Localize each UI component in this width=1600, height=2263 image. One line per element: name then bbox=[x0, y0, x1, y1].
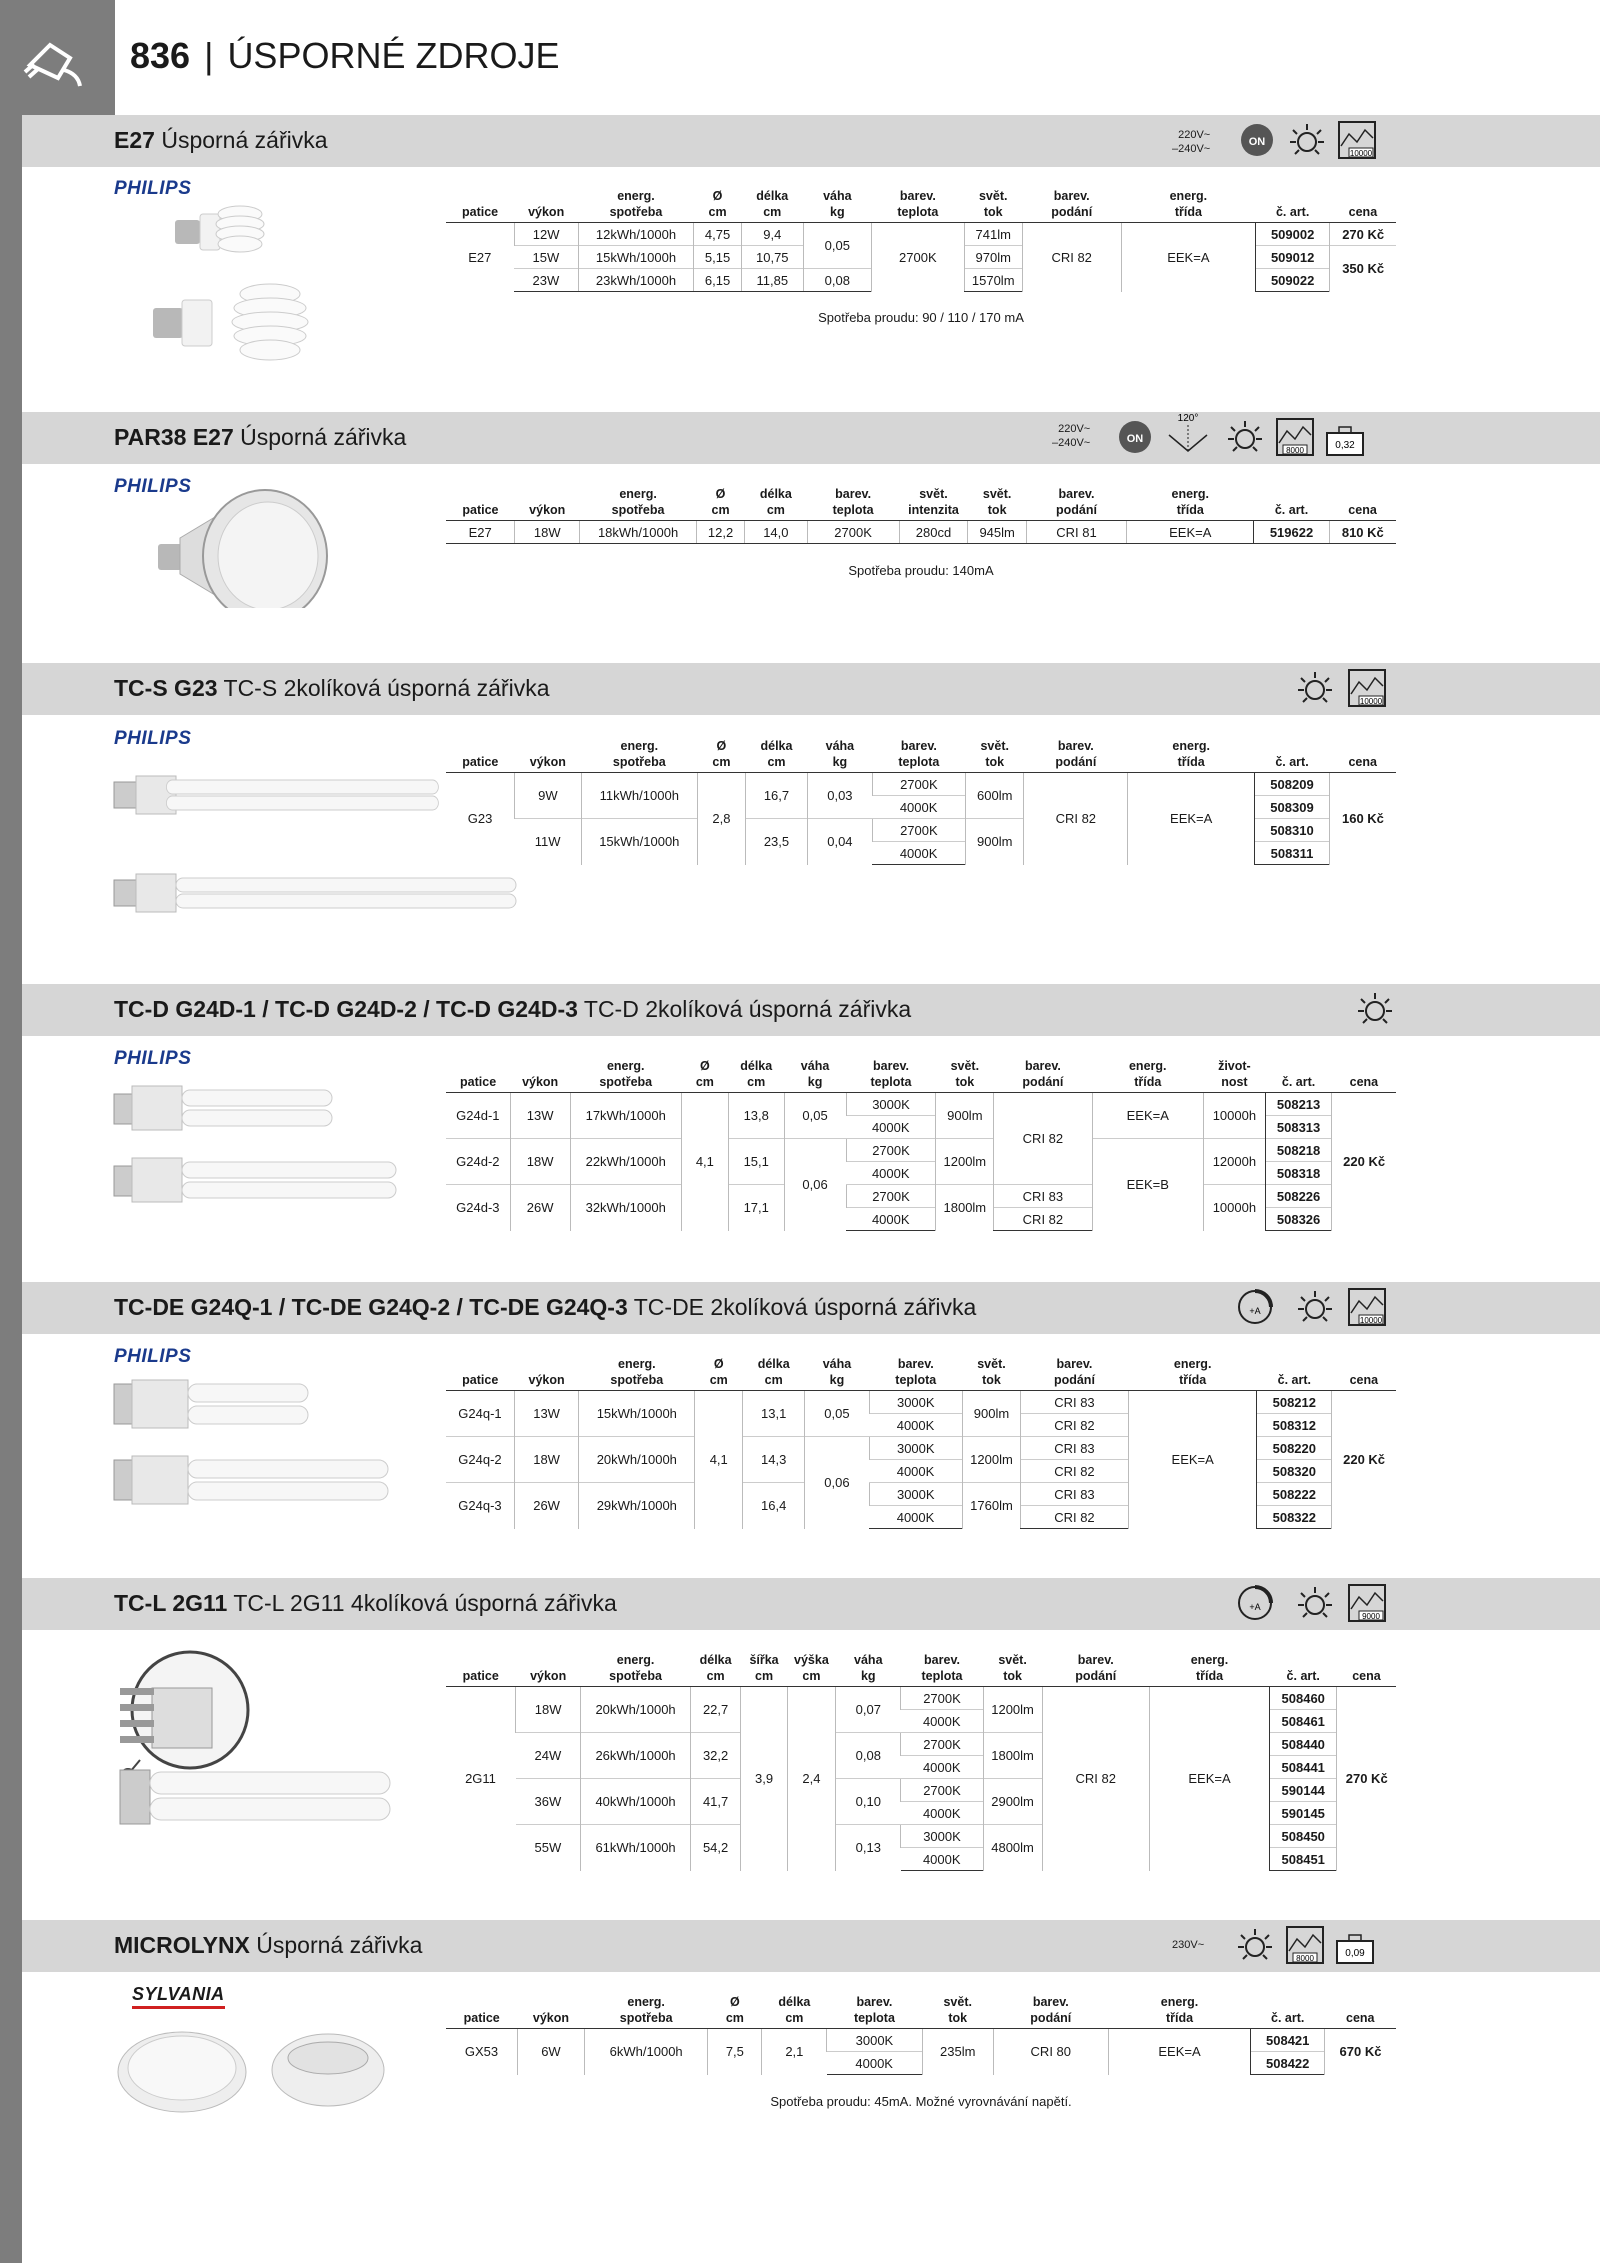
lifetime-hours-icon bbox=[1285, 1925, 1325, 1965]
header-separator: | bbox=[204, 35, 214, 76]
table-row: G24q-3 26W 29kWh/1000h 16,4 3000K 1760lm CRI 83 508222 bbox=[446, 1483, 1396, 1506]
section-bar-tcde bbox=[22, 1282, 1600, 1334]
spec-table-par38: patice výkon energ. spotřeba Ø cm délka cm barev. teplota svět. intenzita svět. tok barev. podání energ. třída č. art. cena E27 18W 18kWh/1000h 12,2 14,0 2700K 280cd 945lm CRI 81 EEK=A 519622 810 Kč bbox=[446, 486, 1396, 544]
svg-text:0,32: 0,32 bbox=[1335, 440, 1355, 451]
table-row: 55W 61kWh/1000h 54,2 0,13 3000K 4800lm 508450 bbox=[446, 1825, 1396, 1848]
instant-start-icon bbox=[1237, 120, 1277, 160]
section-bar-par38 bbox=[22, 412, 1600, 464]
spec-table-tcd: patice výkon energ. spotřeba Ø cm délka cm váha kg barev. teplota svět. tok barev. podání energ. třída život- nost č. art. cena G24d-1 13W 17kWh/1000h 4,1 13,8 0,05 3000K 900lm CRI 82 EEK=A 10000h 508213 220 Kč 4000K 508313 G24d-2 18W 22kWh/1000h 15,1 0,06 2700K 1200lm EEK=B 12000h 508218 4000K 508318 G24d-3 26W 32kWh/1000h 17,1 2700K 1800lm CRI 83 10000h 508226 4000K CRI 82 508326 bbox=[446, 1058, 1396, 1231]
brand-logo: PHILIPS bbox=[114, 476, 192, 497]
section-title: TC-S G23 TC-S 2kolíková úsporná zářivka bbox=[114, 675, 550, 701]
svg-text:+A: +A bbox=[1249, 1602, 1261, 1612]
table-row: 4000K 508422 bbox=[446, 2052, 1396, 2075]
table-row: E27 12W 12kWh/1000h 4,75 9,4 0,05 2700K 741lm CRI 82 EEK=A 509002 270 Kč bbox=[446, 223, 1396, 246]
feature-icons bbox=[1235, 1287, 1405, 1329]
weight-icon bbox=[1325, 417, 1365, 457]
section-title: E27 Úsporná zářivka bbox=[114, 127, 328, 153]
instant-start-icon bbox=[1115, 417, 1155, 457]
table-row: 4000K CRI 82 508320 bbox=[446, 1460, 1396, 1483]
section-title: TC-D G24D-1 / TC-D G24D-2 / TC-D G24D-3 TC-D 2kolíková úsporná zářivka bbox=[114, 996, 912, 1022]
lifetime-hours-icon bbox=[1337, 120, 1377, 160]
beam-angle-icon bbox=[1165, 411, 1211, 457]
section-title: TC-DE G24Q-1 / TC-DE G24Q-2 / TC-DE G24Q-3 TC-DE 2kolíková úsporná zářivka bbox=[114, 1294, 977, 1320]
section-bar-microlynx bbox=[22, 1920, 1600, 1972]
dimmable-icon bbox=[1235, 1583, 1275, 1623]
feature-icons bbox=[1355, 989, 1405, 1031]
spec-table-tcl: patice výkon energ. spotřeba délka cm šířka cm výška cm váha kg barev. teplota svět. tok barev. podání energ. třída č. art. cena 2G11 18W 20kWh/1000h 22,7 3,9 2,4 0,07 2700K 1200lm CRI 82 EEK=A 508460 270 Kč 4000K 508461 24W 26kWh/1000h 32,2 0,08 2700K 1800lm 508440 4000K 508441 36W 40kWh/1000h 41,7 0,10 2700K 2900lm 590144 4000K 590145 55W 61kWh/1000h 54,2 0,13 3000K 4800lm 508450 4000K 508451 bbox=[446, 1652, 1396, 1871]
brand-logo: PHILIPS bbox=[114, 1346, 192, 1367]
svg-text:ON: ON bbox=[1126, 433, 1144, 445]
table-row: 4000K 508441 bbox=[446, 1756, 1396, 1779]
section-bar-e27 bbox=[22, 115, 1600, 167]
lifetime-hours-icon bbox=[1347, 668, 1387, 708]
table-row: G24q-2 18W 20kWh/1000h 14,3 0,06 3000K 1200lm CRI 83 508220 bbox=[446, 1437, 1396, 1460]
svg-text:ON: ON bbox=[1248, 136, 1266, 148]
light-bulb-icon bbox=[1235, 1925, 1275, 1965]
table-row: 4000K 508311 bbox=[446, 842, 1396, 865]
weight-icon bbox=[1335, 1925, 1375, 1965]
table-row: 4000K 590145 bbox=[446, 1802, 1396, 1825]
light-bulb-icon bbox=[1295, 1583, 1335, 1623]
svg-text:0,09: 0,09 bbox=[1345, 1948, 1365, 1959]
light-bulb-icon bbox=[1295, 1287, 1335, 1327]
table-row: 2G11 18W 20kWh/1000h 22,7 3,9 2,4 0,07 2700K 1200lm CRI 82 EEK=A 508460 270 Kč bbox=[446, 1687, 1396, 1710]
svg-text:+A: +A bbox=[1249, 1306, 1261, 1316]
current-note: Spotřeba proudu: 90 / 110 / 170 mA bbox=[818, 310, 1024, 325]
svg-text:9000: 9000 bbox=[1362, 1612, 1380, 1621]
lifetime-hours-icon bbox=[1347, 1583, 1387, 1623]
section-bar-tcs bbox=[22, 663, 1600, 715]
svg-text:8000: 8000 bbox=[1286, 446, 1304, 455]
section-title: PAR38 E27 Úsporná zářivka bbox=[114, 424, 407, 450]
svg-text:8000: 8000 bbox=[1296, 1954, 1314, 1963]
section-bar-tcd bbox=[22, 984, 1600, 1036]
spec-table-tcs: patice výkon energ. spotřeba Ø cm délka cm váha kg barev. teplota svět. tok barev. podání energ. třída č. art. cena G23 9W 11kWh/1000h 2,8 16,7 0,03 2700K 600lm CRI 82 EEK=A 508209 160 Kč 4000K 508309 11W 15kWh/1000h 23,5 0,04 2700K 900lm 508310 4000K 508311 bbox=[446, 738, 1396, 865]
sidebar-strip bbox=[0, 0, 22, 2263]
table-row: 36W 40kWh/1000h 41,7 0,10 2700K 2900lm 590144 bbox=[446, 1779, 1396, 1802]
tc-de-lamps-image bbox=[112, 1374, 402, 1514]
spec-table-e27: patice výkon energ. spotřeba Ø cm délka cm váha kg barev. teplota svět. tok barev. podání energ. třída č. art. cena E27 12W 12kWh/1000h 4,75 9,4 0,05 2700K 741lm CRI 82 EEK=A 509002 270 Kč 15W 15kWh/1000h 5,15 10,75 970lm 509012 350 Kč 23W 23kWh/1000h 6,15 11,85 0,08 1570lm 509022 bbox=[446, 188, 1396, 292]
spec-table-tcde: patice výkon energ. spotřeba Ø cm délka cm váha kg barev. teplota svět. tok barev. podání energ. třída č. art. cena G24q-1 13W 15kWh/1000h 4,1 13,1 0,05 3000K 900lm CRI 83 EEK=A 508212 220 Kč 4000K CRI 82 508312 G24q-2 18W 20kWh/1000h 14,3 0,06 3000K 1200lm CRI 83 508220 4000K CRI 82 508320 G24q-3 26W 29kWh/1000h 16,4 3000K 1760lm CRI 83 508222 4000K CRI 82 508322 bbox=[446, 1356, 1396, 1529]
light-bulb-icon bbox=[1287, 120, 1327, 160]
table-row: G24d-3 26W 32kWh/1000h 17,1 2700K 1800lm CRI 83 10000h 508226 bbox=[446, 1185, 1396, 1208]
table-row: 4000K 508318 bbox=[446, 1162, 1396, 1185]
current-note: Spotřeba proudu: 45mA. Možné vyrovnávání napětí. bbox=[770, 2094, 1072, 2109]
spec-table-microlynx: patice výkon energ. spotřeba Ø cm délka cm barev. teplota svět. tok barev. podání energ. třída č. art. cena GX53 6W 6kWh/1000h 7,5 2,1 3000K 235lm CRI 80 EEK=A 508421 670 Kč 4000K 508422 bbox=[446, 1994, 1396, 2075]
table-row: G24d-1 13W 17kWh/1000h 4,1 13,8 0,05 3000K 900lm CRI 82 EEK=A 10000h 508213 220 Kč bbox=[446, 1093, 1396, 1116]
feature-icons bbox=[1295, 668, 1405, 710]
voltage-label: 230V~ bbox=[1172, 1939, 1205, 1951]
table-row: E27 18W 18kWh/1000h 12,2 14,0 2700K 280cd 945lm CRI 81 EEK=A 519622 810 Kč bbox=[446, 521, 1396, 544]
brand-logo: PHILIPS bbox=[114, 728, 192, 749]
table-row: 4000K 508461 bbox=[446, 1710, 1396, 1733]
feature-icons bbox=[1235, 1583, 1405, 1625]
section-title: MICROLYNX Úsporná zářivka bbox=[114, 1932, 423, 1958]
table-row: 15W 15kWh/1000h 5,15 10,75 970lm 509012 350 Kč bbox=[446, 246, 1396, 269]
voltage-label: 220V~ –240V~ bbox=[1052, 423, 1091, 449]
table-row: G24q-1 13W 15kWh/1000h 4,1 13,1 0,05 3000K 900lm CRI 83 EEK=A 508212 220 Kč bbox=[446, 1391, 1396, 1414]
brand-logo: PHILIPS bbox=[114, 1048, 192, 1069]
lifetime-hours-icon bbox=[1347, 1287, 1387, 1327]
table-row: GX53 6W 6kWh/1000h 7,5 2,1 3000K 235lm CRI 80 EEK=A 508421 670 Kč bbox=[446, 2029, 1396, 2052]
table-row: G23 9W 11kWh/1000h 2,8 16,7 0,03 2700K 600lm CRI 82 EEK=A 508209 160 Kč bbox=[446, 773, 1396, 796]
e27-spiral-lamps-image bbox=[150, 190, 380, 390]
current-note: Spotřeba proudu: 140mA bbox=[848, 563, 994, 578]
svg-text:10000: 10000 bbox=[1359, 697, 1383, 706]
table-row: 4000K 508313 bbox=[446, 1116, 1396, 1139]
table-row: 11W 15kWh/1000h 23,5 0,04 2700K 900lm 508310 bbox=[446, 819, 1396, 842]
par38-lamp-image bbox=[150, 478, 350, 608]
light-bulb-icon bbox=[1295, 668, 1335, 708]
table-row: G24d-2 18W 22kWh/1000h 15,1 0,06 2700K 1200lm EEK=B 12000h 508218 bbox=[446, 1139, 1396, 1162]
table-row: 4000K CRI 82 508312 bbox=[446, 1414, 1396, 1437]
category-logo bbox=[0, 0, 115, 115]
table-row: 4000K CRI 82 508326 bbox=[446, 1208, 1396, 1231]
microlynx-lamps-image bbox=[112, 2018, 392, 2118]
tc-d-lamps-image bbox=[112, 1078, 402, 1218]
feature-icons bbox=[1115, 413, 1435, 459]
lamp-plug-icon bbox=[20, 30, 90, 90]
section-title: TC-L 2G11 TC-L 2G11 4kolíková úsporná zářivka bbox=[114, 1590, 617, 1616]
feature-icons bbox=[1237, 120, 1407, 162]
page-title: ÚSPORNÉ ZDROJE bbox=[227, 35, 560, 76]
light-bulb-icon bbox=[1355, 989, 1395, 1029]
tc-l-lamp-image bbox=[100, 1648, 410, 1848]
dimmable-icon bbox=[1235, 1287, 1275, 1327]
page-number: 836 bbox=[130, 35, 191, 76]
svg-text:120°: 120° bbox=[1177, 413, 1199, 424]
page-header bbox=[130, 35, 559, 77]
svg-text:10000: 10000 bbox=[1349, 149, 1373, 158]
table-row: 4000K CRI 82 508322 bbox=[446, 1506, 1396, 1529]
brand-logo: PHILIPS bbox=[114, 178, 192, 199]
brand-logo: SYLVANIA bbox=[132, 1984, 225, 2009]
table-row: 23W 23kWh/1000h 6,15 11,85 0,08 1570lm 509022 bbox=[446, 269, 1396, 292]
voltage-label: 220V~ –240V~ bbox=[1172, 129, 1211, 155]
feature-icons bbox=[1235, 1925, 1405, 1967]
lifetime-hours-icon bbox=[1275, 417, 1315, 457]
section-bar-tcl bbox=[22, 1578, 1600, 1630]
light-bulb-icon bbox=[1225, 417, 1265, 457]
svg-text:10000: 10000 bbox=[1359, 1316, 1383, 1325]
table-row: 4000K 508451 bbox=[446, 1848, 1396, 1871]
table-row: 24W 26kWh/1000h 32,2 0,08 2700K 1800lm 508440 bbox=[446, 1733, 1396, 1756]
table-row: 4000K 508309 bbox=[446, 796, 1396, 819]
